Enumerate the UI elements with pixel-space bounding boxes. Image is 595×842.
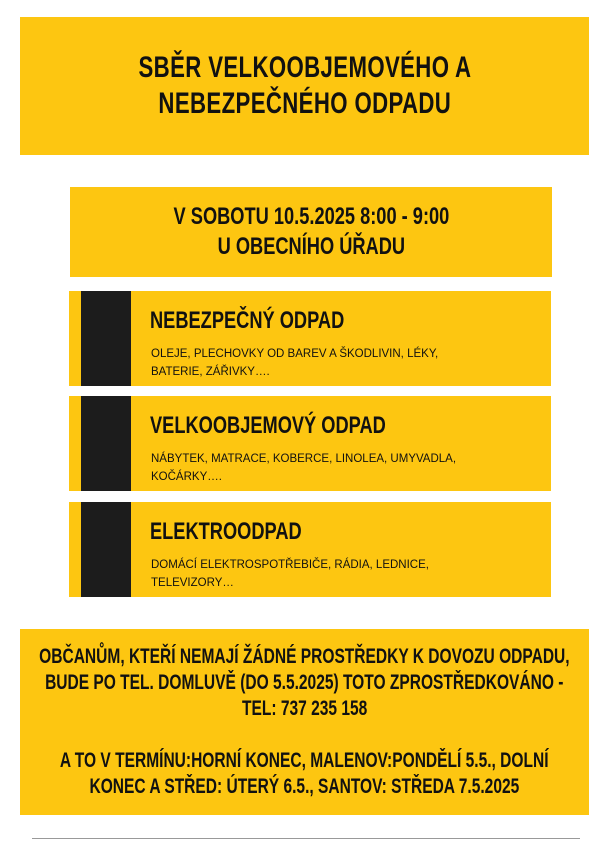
category-marker-bar [81, 396, 131, 491]
category-description-line: TELEVIZORY… [151, 577, 234, 589]
category-description-line: DOMÁCÍ ELEKTROSPOTŘEBIČE, RÁDIA, LEDNICE, [151, 559, 429, 571]
category-description [151, 345, 496, 381]
category-description-line: OLEJE, PLECHOVKY OD BAREV A ŠKODLIVIN, LÉKY, [151, 348, 439, 360]
info-line-1: OBČANŮM, KTEŘÍ NEMAJÍ ŽÁDNÉ PROSTŘEDKY K DOVOZU ODPADU, [39, 645, 570, 668]
title-line-2: NEBEZPEČNÉHO ODPADU [158, 87, 451, 120]
category-hazardous-waste [69, 291, 551, 386]
category-description-line: NÁBYTEK, MATRACE, KOBERCE, LINOLEA, UMYVADLA, [151, 453, 457, 465]
title-line-1: SBĚR VELKOOBJEMOVÉHO A [138, 51, 471, 84]
date-line-2: U OBECNÍHO ÚŘADU [217, 233, 405, 260]
category-electronic-waste [69, 502, 551, 597]
category-description [151, 450, 496, 486]
category-description-line: BATERIE, ZÁŘIVKY…. [151, 366, 270, 378]
category-marker-bar [81, 291, 131, 386]
info-phone: TEL: 737 235 158 [241, 697, 368, 720]
category-heading: ELEKTROODPAD [150, 518, 302, 545]
date-line-1: V SOBOTU 10.5.2025 8:00 - 9:00 [173, 203, 449, 230]
title-banner [20, 17, 589, 155]
info-banner [20, 629, 589, 815]
info-schedule-line-1: A TO V TERMÍNU:HORNÍ KONEC, MALENOV:PONDĚLÍ 5.5., DOLNÍ [60, 749, 549, 772]
category-bulky-waste [69, 396, 551, 491]
page-bottom-rule [32, 838, 580, 839]
category-heading: NEBEZPEČNÝ ODPAD [150, 307, 345, 334]
date-banner [70, 187, 552, 277]
category-heading: VELKOOBJEMOVÝ ODPAD [150, 412, 386, 439]
info-schedule-line-2: KONEC A STŘED: ÚTERÝ 6.5., SANTOV: STŘEDA 7.5.2025 [89, 775, 520, 798]
info-line-2: BUDE PO TEL. DOMLUVĚ (DO 5.5.2025) TOTO ZPROSTŘEDKOVÁNO - [45, 671, 564, 694]
category-description-line: KOČÁRKY…. [151, 471, 222, 483]
category-description [151, 556, 496, 592]
category-marker-bar [81, 502, 131, 597]
